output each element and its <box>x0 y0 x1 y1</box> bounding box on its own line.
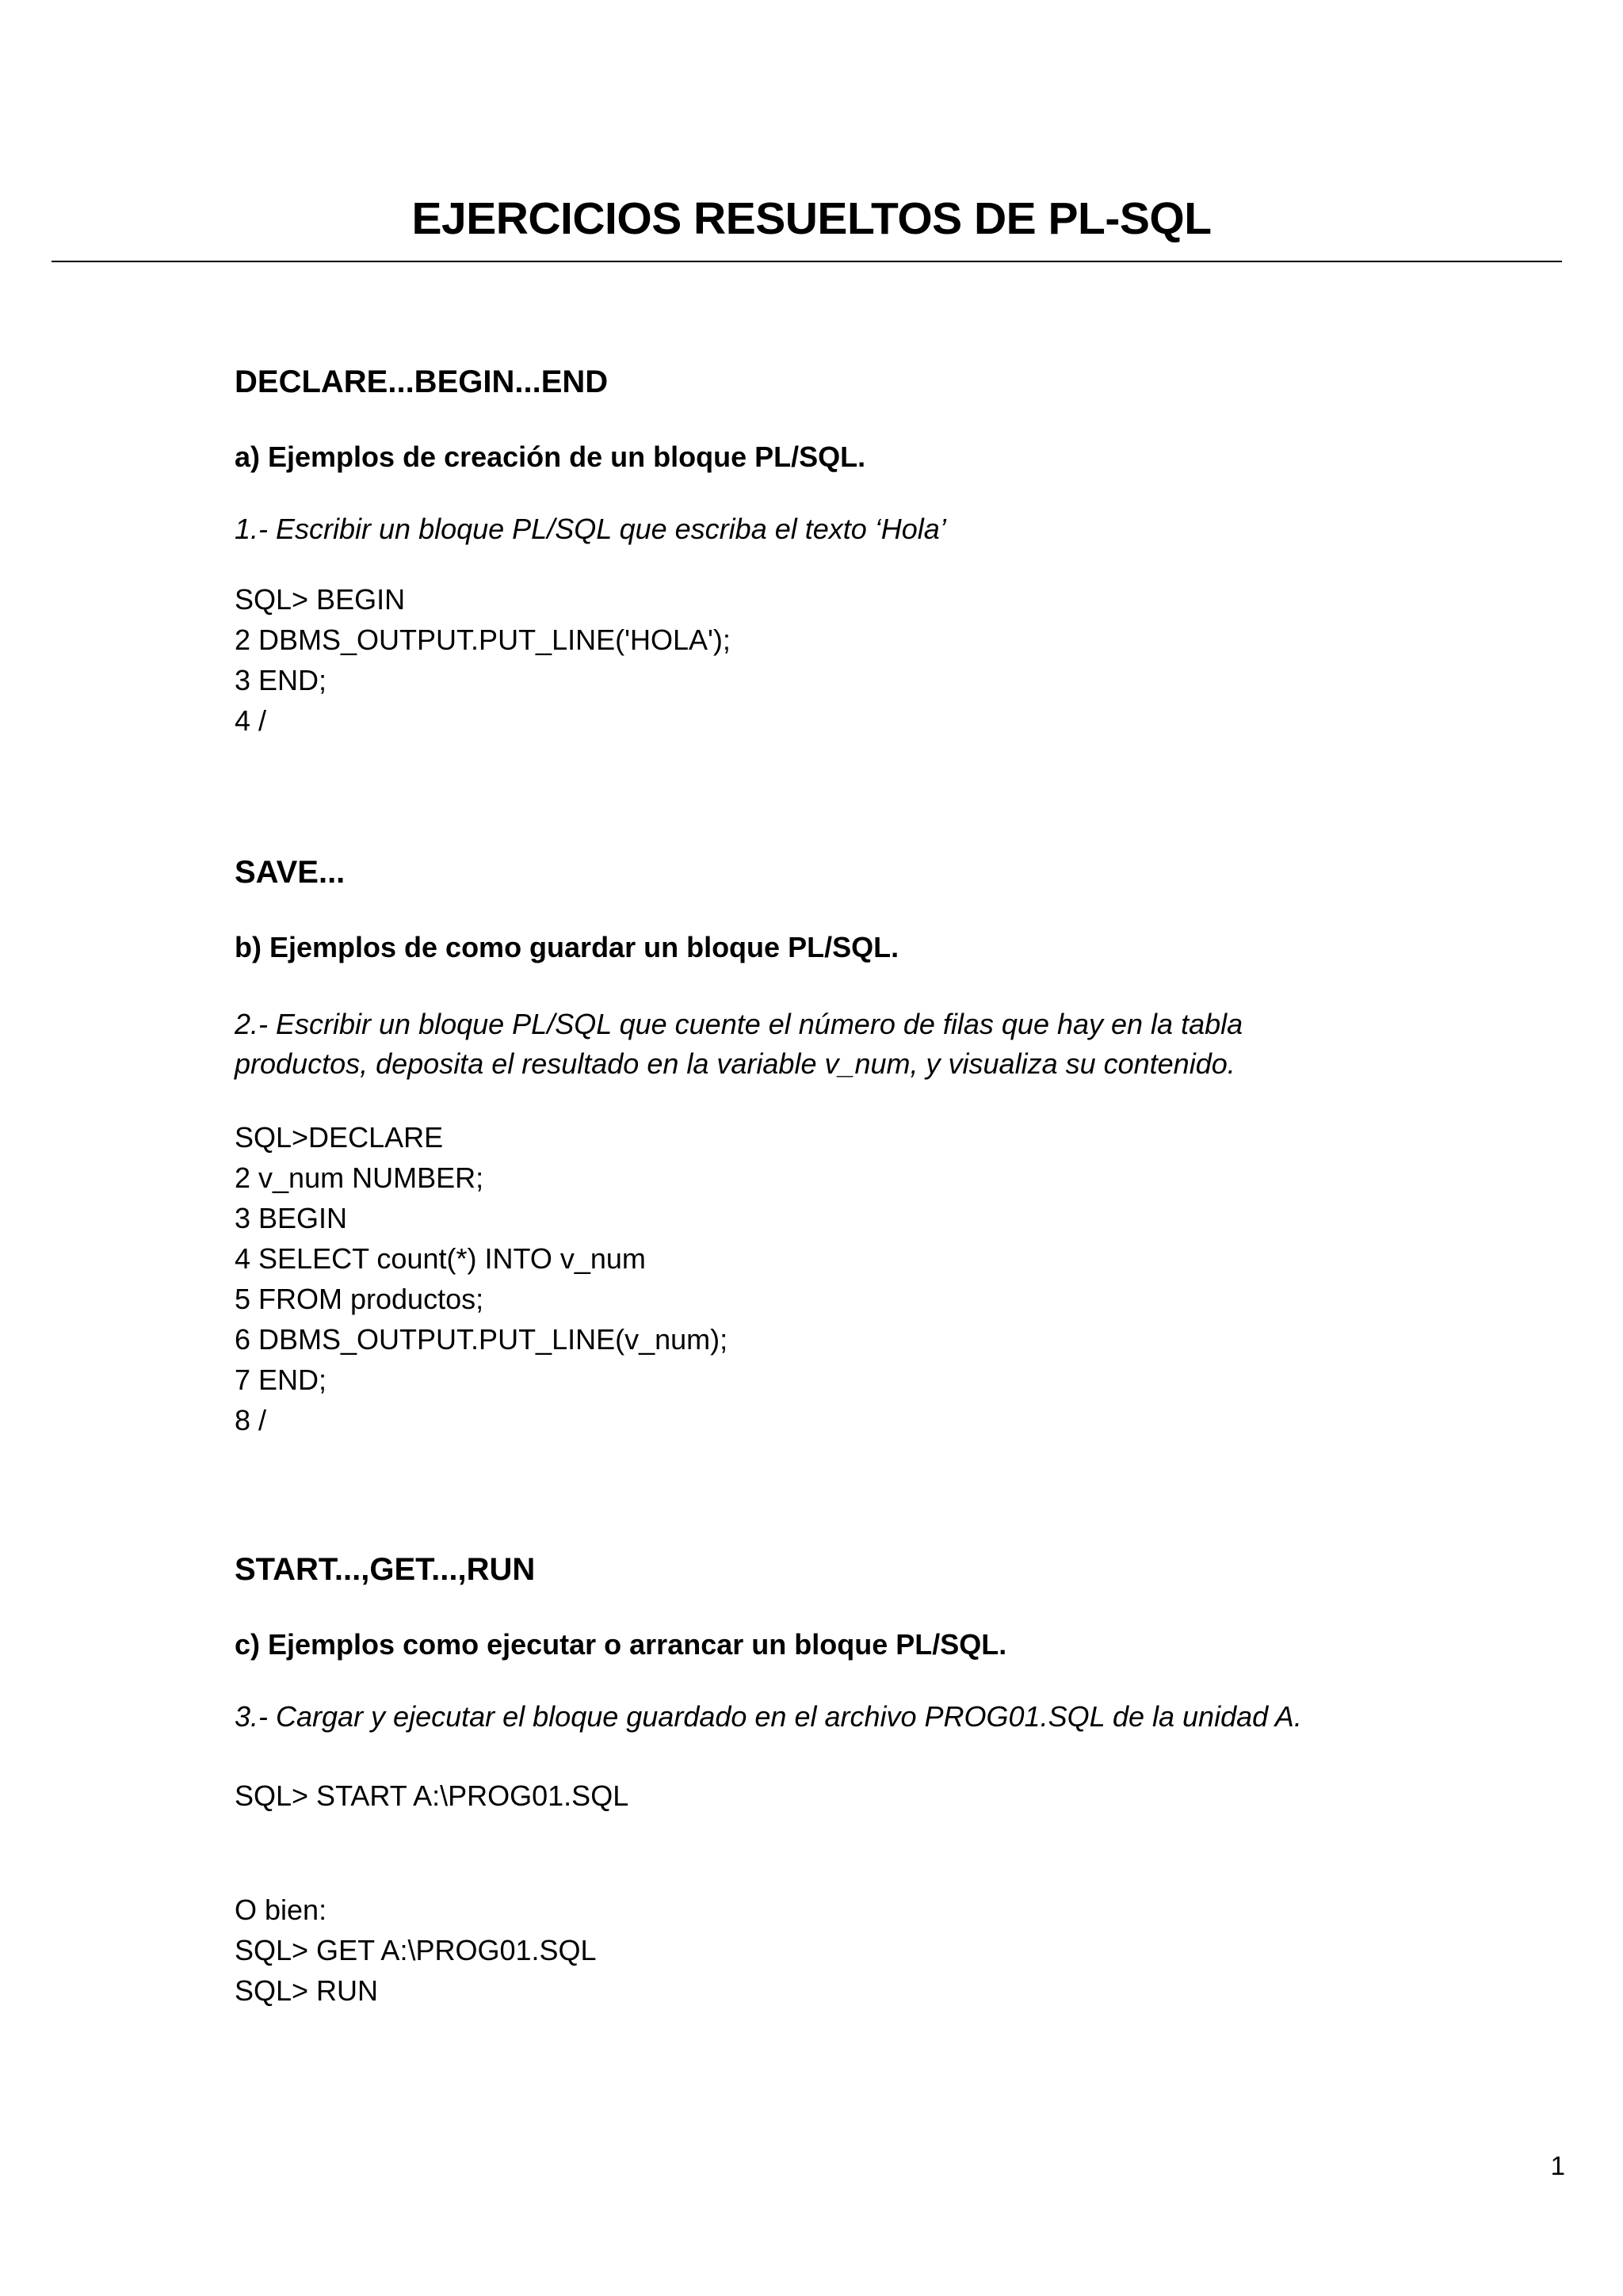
code-line: 4 / <box>235 704 267 737</box>
code-line: SQL> GET A:\PROG01.SQL <box>235 1934 597 1966</box>
section-start-get-run <box>235 1549 1542 1590</box>
code-line: SQL> BEGIN <box>235 583 406 616</box>
code-line: 6 DBMS_OUTPUT.PUT_LINE(v_num); <box>235 1323 728 1356</box>
section-3-exercise-block <box>235 1697 1542 1737</box>
section-2-exercise-block <box>235 1005 1542 1084</box>
code-line: 4 SELECT count(*) INTO v_num <box>235 1242 646 1275</box>
code-line: SQL> RUN <box>235 1974 379 2007</box>
code-line: SQL>DECLARE <box>235 1121 444 1154</box>
exercise-text: 3.- Cargar y ejecutar el bloque guardado en el archivo PROG01.SQL de la unidad A. <box>235 1700 1302 1733</box>
code-line: O bien: <box>235 1894 327 1926</box>
code-line: 8 / <box>235 1404 267 1436</box>
code-line: 3 BEGIN <box>235 1202 348 1234</box>
section-save <box>235 852 1542 893</box>
code-line: 2 DBMS_OUTPUT.PUT_LINE('HOLA'); <box>235 624 731 656</box>
section-heading: START...,GET...,RUN <box>235 1552 536 1587</box>
title-divider <box>52 261 1562 262</box>
code-line: 2 v_num NUMBER; <box>235 1161 484 1194</box>
code-line: SQL> START A:\PROG01.SQL <box>235 1779 629 1812</box>
code-block <box>235 579 1542 741</box>
subheading: a) Ejemplos de creación de un bloque PL/SQL. <box>235 441 866 473</box>
code-line: 5 FROM productos; <box>235 1283 484 1315</box>
section-heading: SAVE... <box>235 855 346 890</box>
code-block <box>235 1775 1542 1816</box>
page-number: 1 <box>1550 2151 1565 2180</box>
exercise-text: 2.- Escribir un bloque PL/SQL que cuente el número de filas que hay en la tabla <box>235 1008 1243 1040</box>
subheading: c) Ejemplos como ejecutar o arrancar un bloque PL/SQL. <box>235 1628 1007 1661</box>
section-heading: DECLARE...BEGIN...END <box>235 364 609 399</box>
section-1-subheading-block <box>235 438 1542 476</box>
exercise-text: productos, deposita el resultado en la variable v_num, y visualiza su contenido. <box>235 1047 1235 1080</box>
section-declare-begin-end <box>235 361 1542 402</box>
page-title: EJERCICIOS RESUELTOS DE PL-SQL <box>411 193 1212 244</box>
exercise-text: 1.- Escribir un bloque PL/SQL que escriba el texto ‘Hola’ <box>235 513 946 545</box>
code-line: 3 END; <box>235 664 327 696</box>
code-line: 7 END; <box>235 1363 327 1396</box>
section-3-subheading-block <box>235 1626 1542 1664</box>
section-1-exercise-block <box>235 509 1542 549</box>
subheading: b) Ejemplos de como guardar un bloque PL/SQL. <box>235 931 899 963</box>
alternative-code-block <box>235 1890 1542 2011</box>
code-block <box>235 1117 1542 1440</box>
section-2-subheading-block <box>235 929 1542 967</box>
